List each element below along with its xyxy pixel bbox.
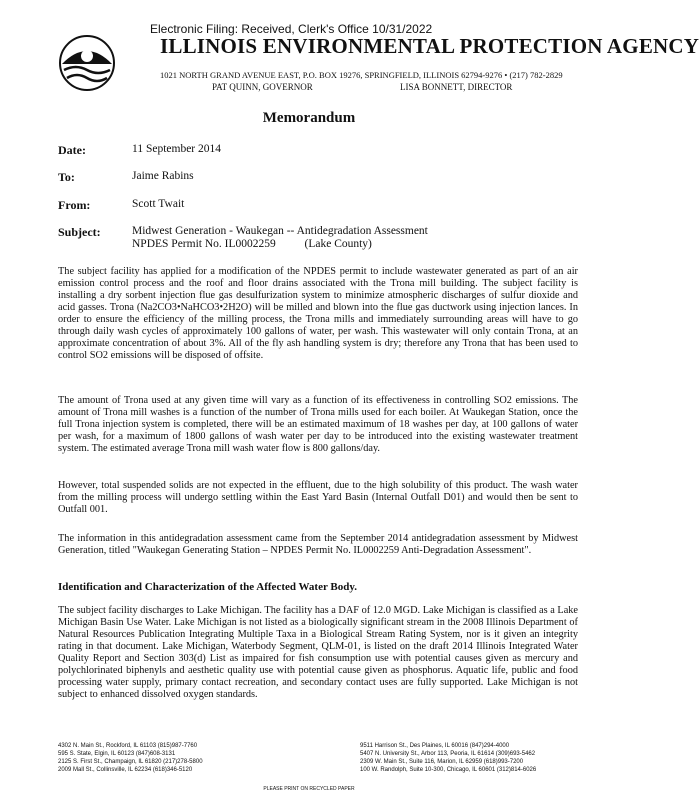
to-label: To: — [58, 170, 75, 184]
body-paragraph-1: The subject facility has applied for a modification of the NPDES permit to include wastewater generated as part of an air emission control process and the roof and floor drains associated with the Trona mill building. The subject facility is installing a dry sorbent injection flue gas desulfurization system to minimize atmospheric discharges of sulfur dioxide and acid gasses. Trona (Na2CO3•NaHCO3•2H2O) will be milled and blown into the flue gas ductwork using injection lances. In order to ensure the efficiency of the milling process, the Trona mills and immediately surrounding areas will have to go through daily wash cycles of approximately 100 gallons of water, per wash. This wastewater will only contain Trona, at an approximate concentration of about 3%. All of the fly ash handling system is dry; therefore any Trona that has been used to control SO2 emissions will be disposed of offsite. — [58, 266, 578, 361]
body-paragraph-3: However, total suspended solids are not expected in the effluent, due to the high solubility of this product. The wash water from the milling process will undergo settling within the East Yard Basin (Internal Outfall D01) and would then be sent to Outfall 001. — [58, 480, 578, 515]
agency-address: 1021 NORTH GRAND AVENUE EAST, P.O. BOX 19276, SPRINGFIELD, ILLINOIS 62794-9276 • (217) 782-2829 — [160, 70, 563, 80]
footer-offices-left: 4302 N. Main St., Rockford, IL 61103 (815)987-7760 595 S. State, Elgin, IL 60123 (847)608-3131 2125 S. First St., Champaign, IL 61820 (217)278-5800 2009 Mall St., Collinsville, IL 62234 (618)346-5120 — [58, 743, 203, 773]
director-name: LISA BONNETT, DIRECTOR — [400, 82, 513, 92]
to-value: Jaime Rabins — [132, 170, 194, 182]
body-paragraph-4: The information in this antidegradation assessment came from the September 2014 antidegradation assessment by Midwest Generation, titled "Waukegan Generating Station – NPDES Permit No. IL0002259 Anti-Degradation Assessment". — [58, 533, 578, 556]
footer-offices-right: 9511 Harrison St., Des Plaines, IL 60016 (847)294-4000 5407 N. University St., Arbor 113, Peoria, IL 61614 (309)693-5462 2309 W. Main St., Suite 116, Marion, IL 62959 (618)993-7200 100 W. Randolph, Suite 10-300, Chicago, IL 60601 (312)814-6026 — [360, 743, 537, 773]
section-heading: Identification and Characterization of the Affected Water Body. — [58, 581, 358, 593]
from-value: Scott Twait — [132, 198, 185, 210]
body-paragraph-2: The amount of Trona used at any given time will vary as a function of its effectiveness in controlling SO2 emissions. The amount of Trona mill washes is a function of the number of Trona mills used for each boiler. At Waukegan Station, once the full Trona injection system is completed, there will be an estimated maximum of 18 washes per day, at 100 gallons of water per wash, for a maximum of 1800 gallons of wash water per day to be introduced into the existing wastewater treatment system. The estimated average Trona mill wash water flow is 800 gallons/day. — [58, 395, 578, 454]
governor-name: PAT QUINN, GOVERNOR — [212, 82, 313, 92]
date-label: Date: — [58, 143, 86, 157]
agency-logo-icon — [58, 34, 116, 92]
subject-label: Subject: — [58, 225, 101, 239]
body-paragraph-5: The subject facility discharges to Lake Michigan. The facility has a DAF of 12.0 MGD. Lake Michigan is classified as a Lake Michigan Basin Use Water. Lake Michigan is not listed as a biologically significant stream in the 2008 Illinois Department of Natural Resources Publication Integrating Multiple Taxa in a Biological Stream Rating System, nor is it given an integrity rating in that document. Lake Michigan, Waterbody Segment, QLM-01, is listed on the draft 2014 Illinois Integrated Water Quality Report and Section 303(d) List as impaired for fish consumption use with potential causes given as mercury and polychlorinated biphenyls and aesthetic quality use with potential cause given as phosphorus. Aquatic life, public and food processing water supply, primary contact recreation, and secondary contact uses are fully supported. Lake Michigan is not subject to enhanced dissolved oxygen standards. — [58, 605, 578, 700]
from-label: From: — [58, 198, 91, 212]
subject-line-2: NPDES Permit No. IL0002259 (Lake County) — [132, 238, 372, 250]
filing-stamp: Electronic Filing: Received, Clerk's Office 10/31/2022 — [150, 22, 433, 36]
date-value: 11 September 2014 — [132, 143, 222, 155]
agency-name: ILLINOIS ENVIRONMENTAL PROTECTION AGENCY — [160, 34, 699, 58]
memo-title: Memorandum — [262, 110, 356, 126]
recycled-paper-note: PLEASE PRINT ON RECYCLED PAPER — [263, 786, 355, 792]
subject-line-1: Midwest Generation - Waukegan -- Antidegradation Assessment — [132, 225, 428, 237]
